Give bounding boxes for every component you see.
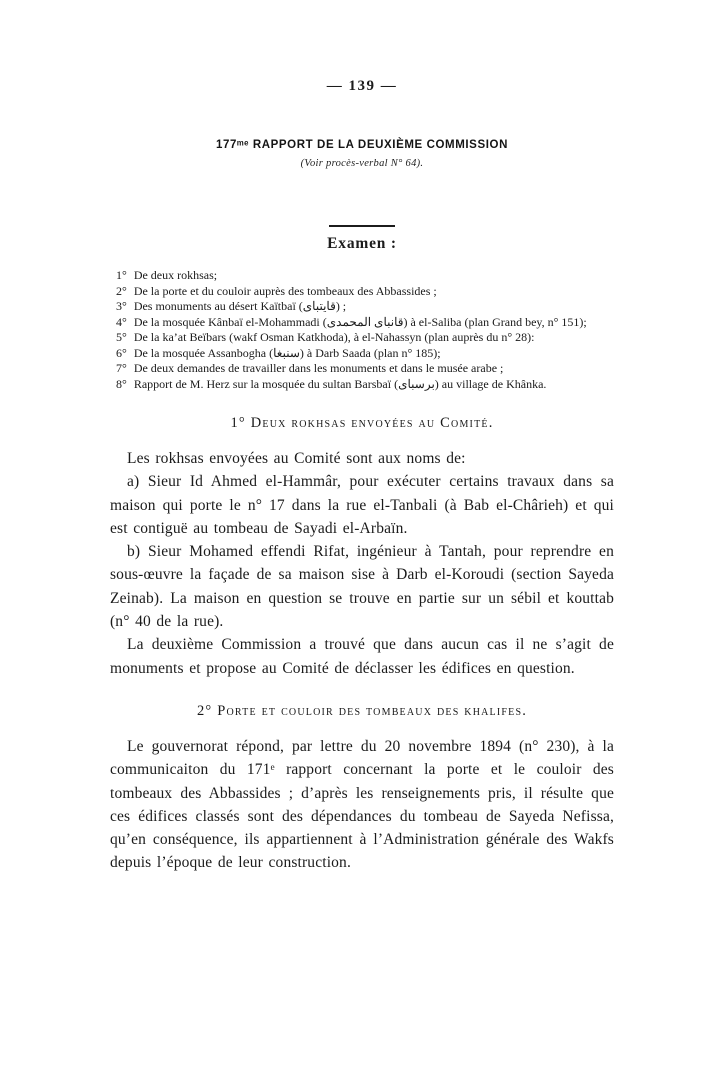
item-number: 5°: [116, 330, 127, 344]
item-text: De deux rokhsas;: [133, 268, 218, 282]
page-number: — 139 —: [326, 78, 398, 94]
section-rokhsas: [110, 415, 614, 680]
section-heading: 1° Deux rokhsas envoyées au Comité.: [230, 415, 494, 431]
item-text: De la mosquée Kânbaï el-Mohammadi (قانباى المحمدى) à el-Saliba (plan Grand bey, n° 151);: [133, 314, 587, 329]
paragraph: La deuxième Commission a trouvé que dans aucun cas il ne s’agit de monuments et propose au Comité de déclasser les édifices en question.: [110, 636, 614, 677]
report-subtitle: (Voir procès-verbal N° 64).: [300, 158, 424, 169]
report-title: 177ᵐᵉ RAPPORT DE LA DEUXIÈME COMMISSION: [216, 139, 508, 151]
item-number: 2°: [116, 283, 127, 298]
paragraph: Le gouvernorat répond, par lettre du 20 novembre 1894 (n° 230), à la communicaiton du 171ᵉ rapport concernant la porte et le couloir des tombeaux des Abbassides ; d’après les renseignements pris, il résulte que ces édifices classés sont des dépendances du tombeau de Sayeda Nefissa, qu’en conséquence, ils appartiennent à l’Administration générale des Wakfs depuis l’époque de leur construction.: [110, 737, 614, 872]
section-porte-couloir: [110, 703, 614, 875]
examen-item: [116, 299, 614, 315]
examen-item: [116, 268, 614, 284]
paragraph: b) Sieur Mohamed effendi Rifat, ingénieur à Tantah, pour reprendre en sous-œuvre la façade de sa maison sise à Darb el-Koroudi (section Sayeda Zeinab). La maison en question se trouve en partie sur un sébil et kouttab (n° 40 de la rue).: [110, 543, 614, 631]
examen-list: [116, 268, 614, 392]
item-number: 1°: [116, 268, 127, 282]
item-number: 7°: [116, 361, 127, 375]
item-text: Des monuments au désert Kaïtbaï (قايتباى) ;: [133, 299, 347, 313]
examen-item: [116, 315, 614, 331]
section-divider: [329, 225, 395, 227]
examen-item: [116, 346, 614, 362]
examen-item: [116, 284, 614, 300]
item-text: De la porte et du couloir auprès des tombeaux des Abbassides ;: [133, 283, 437, 298]
examen-item: [116, 361, 614, 377]
item-text: De deux demandes de travailler dans les monuments et dans le musée arabe ;: [133, 361, 504, 375]
item-text: Rapport de M. Herz sur la mosquée du sultan Barsbaï (برسباى) au village de Khânka.: [133, 376, 547, 391]
examen-heading: Examen :: [327, 235, 397, 252]
section-heading: 2° Porte et couloir des tombeaux des khalifes.: [196, 702, 528, 719]
examen-item: [116, 330, 614, 346]
item-number: 4°: [116, 314, 127, 329]
paragraph: Les rokhsas envoyées au Comité sont aux noms de:: [127, 450, 466, 467]
item-number: 8°: [116, 376, 127, 391]
examen-item: [116, 377, 614, 393]
item-number: 6°: [116, 345, 127, 360]
item-number: 3°: [116, 299, 127, 313]
item-text: De la ka’at Beïbars (wakf Osman Katkhoda), à el-Nahassyn (plan auprès du n° 28):: [133, 330, 535, 344]
paragraph: a) Sieur Id Ahmed el-Hammâr, pour exécuter certains travaux dans sa maison qui porte le n° 17 dans la rue el-Tanbali (à Bab el-Chârieh) et qui est contiguë au tombeau de Sayadi el-Arbaïn.: [110, 473, 614, 537]
item-text: De la mosquée Assanbogha (سنبغا) à Darb Saada (plan n° 185);: [133, 345, 441, 360]
